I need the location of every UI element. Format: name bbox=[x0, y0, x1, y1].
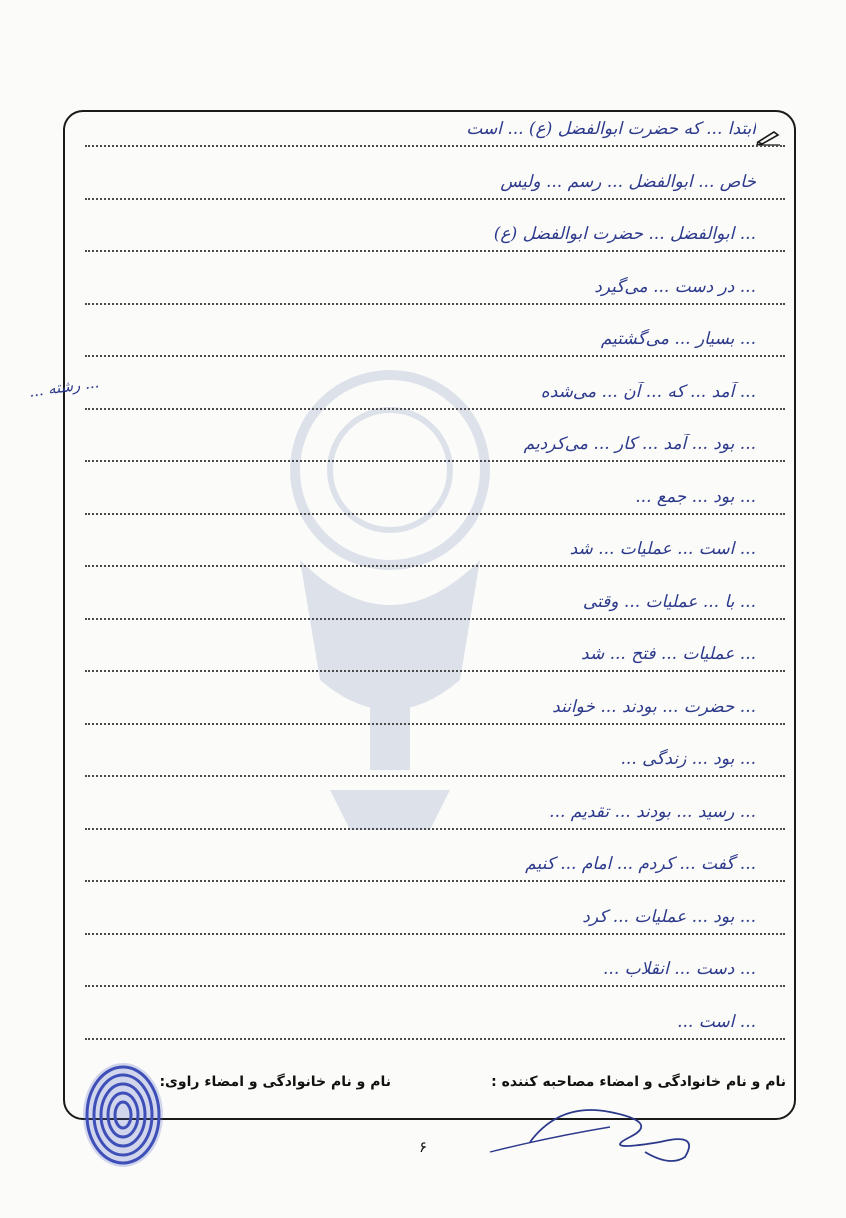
rule-line bbox=[85, 933, 785, 935]
handwritten-line: ... حضرت ... بودند ... خوانند bbox=[552, 697, 756, 717]
handwritten-line: ابتدا ... که حضرت ابوالفضل (ع) ... است bbox=[466, 119, 756, 139]
handwritten-line: ... بود ... عملیات ... کرد bbox=[582, 907, 756, 927]
handwritten-line: ... بود ... جمع ... bbox=[635, 487, 756, 507]
rule-line bbox=[85, 250, 785, 252]
rule-line bbox=[85, 565, 785, 567]
interviewer-signature-label: نام و نام خانوادگی و امضاء مصاحبه کننده : bbox=[491, 1074, 786, 1090]
handwritten-line: ... بسیار ... می‌گشتیم bbox=[600, 329, 756, 349]
rule-line bbox=[85, 985, 785, 987]
rule-line bbox=[85, 460, 785, 462]
handwritten-line: ... رسید ... بودند ... تقدیم ... bbox=[549, 802, 756, 822]
rule-line bbox=[85, 513, 785, 515]
handwritten-line: ... در دست ... می‌گیرد bbox=[594, 277, 756, 297]
handwritten-line: ... بود ... آمد ... کار ... می‌کردیم bbox=[523, 434, 756, 454]
rule-line bbox=[85, 355, 785, 357]
handwritten-line: ... بود ... زندگی ... bbox=[620, 749, 756, 769]
handwritten-line: ... دست ... انقلاب ... bbox=[603, 959, 756, 979]
handwritten-line: ... ابوالفضل ... حضرت ابوالفضل (ع) bbox=[493, 224, 756, 244]
narrator-signature-label: نام و نام خانوادگی و امضاء راوی: bbox=[159, 1074, 391, 1090]
handwritten-line: ... عملیات ... فتح ... شد bbox=[581, 644, 756, 664]
rule-line bbox=[85, 1038, 785, 1040]
handwritten-line: ... گفت ... کردم ... امام ... کنیم bbox=[525, 854, 756, 874]
rule-line bbox=[85, 303, 785, 305]
handwritten-line: ... با ... عملیات ... وقتی bbox=[582, 592, 756, 612]
rule-line bbox=[85, 723, 785, 725]
rule-line bbox=[85, 618, 785, 620]
margin-note: ... رشته ... bbox=[27, 373, 101, 401]
rule-line bbox=[85, 775, 785, 777]
page-number: ۶ bbox=[418, 1138, 428, 1156]
rule-line bbox=[85, 408, 785, 410]
handwritten-line: ... است ... عملیات ... شد bbox=[569, 539, 756, 559]
rule-line bbox=[85, 670, 785, 672]
rule-line bbox=[85, 198, 785, 200]
rule-line bbox=[85, 828, 785, 830]
rule-line bbox=[85, 145, 785, 147]
handwritten-line: ... است ... bbox=[677, 1012, 756, 1032]
handwritten-line: ... آمد ... که ... آن ... می‌شده bbox=[540, 382, 756, 402]
rule-line bbox=[85, 880, 785, 882]
pen-icon bbox=[756, 128, 782, 146]
handwritten-line: خاص ... ابوالفضل ... رسم ... ولیس bbox=[500, 172, 756, 192]
